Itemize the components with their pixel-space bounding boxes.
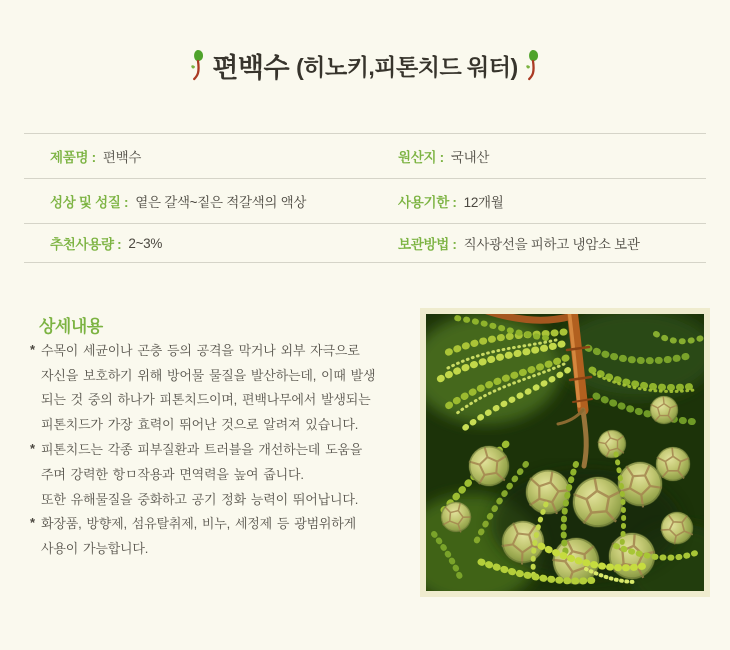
spec-label: 성상 및 성질 : [50, 195, 129, 210]
spec-value: 국내산 [450, 150, 490, 165]
spec-label: 제품명 : [50, 150, 96, 165]
spec-row-product-name [24, 133, 706, 178]
detail-line [30, 411, 430, 436]
page-title [0, 44, 730, 86]
spec-row-usage [24, 223, 706, 262]
detail-text: 피톤치드가 가장 효력이 뛰어난 것으로 알려져 있습니다. [41, 417, 359, 433]
product-spec-table [24, 133, 706, 263]
details-body [30, 337, 430, 560]
spec-value: 편백수 [102, 150, 142, 165]
detail-text: 화장품, 방향제, 섬유탈취제, 비누, 세정제 등 광범위하게 [41, 516, 356, 532]
product-photo-frame [420, 308, 710, 597]
detail-line [30, 511, 430, 536]
detail-text: 피톤치드는 각종 피부질환과 트러블을 개선하는데 도움을 [41, 442, 363, 458]
spec-value: 12개월 [463, 195, 504, 210]
detail-line [30, 362, 430, 387]
title-main-text: 편백수 [212, 52, 290, 83]
detail-line [30, 461, 430, 486]
bullet: * [30, 441, 35, 457]
tree-sapling-icon [525, 49, 540, 81]
spec-label: 원산지 : [398, 150, 444, 165]
detail-line [30, 535, 430, 560]
bullet: * [30, 341, 35, 357]
detail-line [30, 387, 430, 412]
spec-label: 사용기한 : [398, 195, 457, 210]
detail-line [30, 337, 430, 362]
detail-line [30, 436, 430, 461]
bullet: * [30, 515, 35, 531]
hinoki-cypress-photo [426, 314, 704, 591]
detail-text: 수목이 세균이나 곤충 등의 공격을 막거나 외부 자극으로 [41, 342, 360, 358]
title-sub-text: (히노키,피톤치드 워터) [296, 53, 518, 80]
spec-row-appearance [24, 178, 706, 223]
detail-line [30, 486, 430, 511]
detail-text: 되는 것 중의 하나가 피톤치드이며, 편백나무에서 발생되는 [41, 392, 371, 408]
spec-value: 직사광선을 피하고 냉암소 보관 [463, 237, 640, 252]
detail-text: 또한 유해물질을 중화하고 공기 정화 능력이 뛰어납니다. [41, 491, 359, 507]
tree-sapling-icon [190, 49, 205, 81]
details-heading: 상세내용 [39, 317, 103, 336]
detail-text: 사용이 가능합니다. [41, 541, 149, 557]
spec-label: 추천사용량 : [50, 237, 122, 252]
spec-value: 2~3% [128, 235, 163, 251]
spec-value: 옅은 갈색~짙은 적갈색의 액상 [135, 195, 307, 210]
detail-text: 주며 강력한 항ㅁ작용과 면역력을 높여 줍니다. [41, 466, 304, 482]
spec-label: 보관방법 : [398, 237, 457, 252]
detail-text: 자신을 보호하기 위해 방어물 물질을 발산하는데, 이때 발생 [41, 367, 376, 383]
